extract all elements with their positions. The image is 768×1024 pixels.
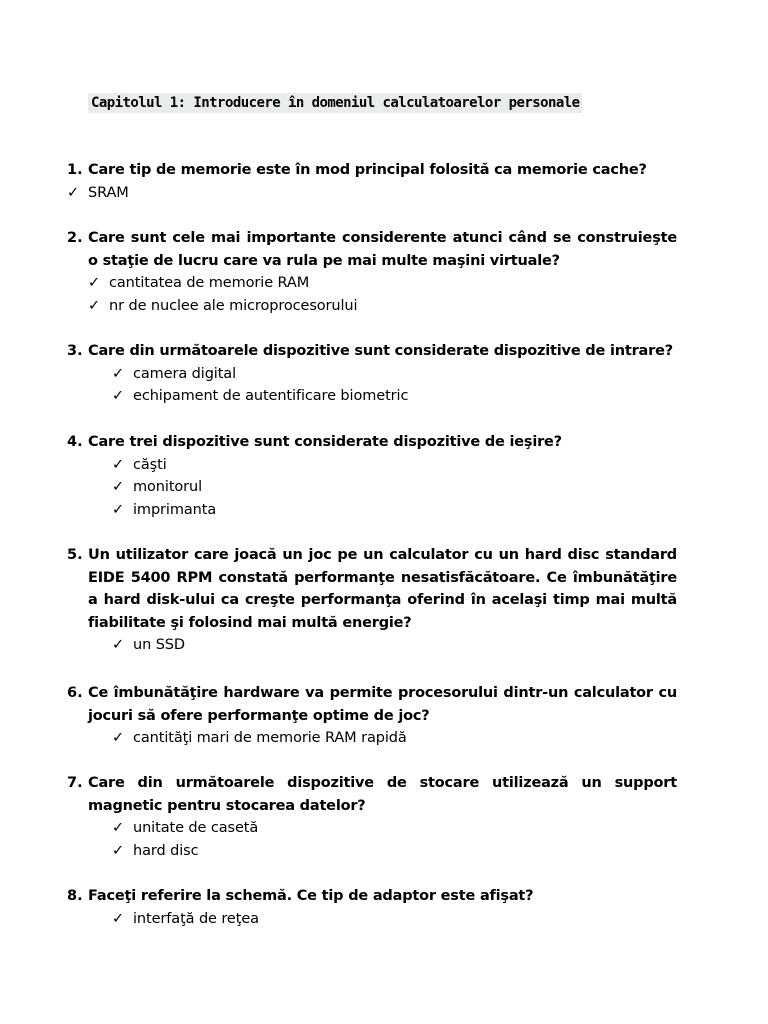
question-number: 6. xyxy=(67,685,83,701)
answer-item xyxy=(112,476,677,499)
answer-text: unitate de casetă xyxy=(133,820,259,836)
answer-item xyxy=(88,272,677,295)
question-text: Care din următoarele dispozitive de stocare utilizează un support magnetic pentru stocarea datelor? xyxy=(88,775,677,814)
answer-item xyxy=(112,499,677,522)
answer-item xyxy=(112,727,677,750)
checkmark-icon: ✓ xyxy=(112,842,125,859)
answer-text: imprimanta xyxy=(133,501,217,518)
question-text: Care sunt cele mai importante considerente atunci când se construieşte o staţie de lucru care va rula pe mai multe maşini virtuale? xyxy=(88,230,677,269)
checkmark-icon: ✓ xyxy=(112,820,125,836)
checkmark-icon: ✓ xyxy=(112,365,125,382)
answer-item xyxy=(112,817,677,840)
checkmark-icon: ✓ xyxy=(112,456,125,473)
answer-item xyxy=(112,363,677,386)
question-text: Care trei dispozitive sunt considerate dispozitive de ieşire? xyxy=(88,434,562,450)
checkmark-icon: ✓ xyxy=(112,501,125,518)
answer-text: SRAM xyxy=(88,184,129,201)
answer-text: interfaţă de reţea xyxy=(133,910,259,927)
question-number: 1. xyxy=(67,162,83,178)
chapter-title: Capitolul 1: Introducere în domeniul calculatoarelor personale xyxy=(88,93,582,113)
question-text: Care tip de memorie este în mod principal folosită ca memorie cache? xyxy=(88,162,647,178)
question-text: Un utilizator care joacă un joc pe un calculator cu un hard disc standard EIDE 5400 RPM constată performanţe nesatisfăcătoare. Ce îmbunătăţire a hard disk-ului ca creşte performanţa oferind în acelaşi timp mai multă fiabilitate şi folosind mai multă energie? xyxy=(88,547,677,631)
question-3 xyxy=(67,340,677,408)
answer-text: nr de nuclee ale microprocesorului xyxy=(109,297,358,314)
question-text: Care din următoarele dispozitive sunt considerate dispozitive de intrare? xyxy=(88,343,673,359)
answer-text: monitorul xyxy=(133,479,203,495)
answer-item xyxy=(112,454,677,477)
answer-item xyxy=(112,385,677,408)
question-number: 7. xyxy=(67,775,83,791)
question-text: Faceţi referire la schemă. Ce tip de adaptor este afişat? xyxy=(88,888,534,904)
answer-text: cantităţi mari de memorie RAM rapidă xyxy=(133,730,407,746)
question-text: Ce îmbunătăţire hardware va permite procesorului dintr-un calculator cu jocuri să ofere performanţe optime de joc? xyxy=(88,685,677,724)
answer-text: un SSD xyxy=(133,637,185,653)
answer-text: echipament de autentificare biometric xyxy=(133,388,409,404)
answer-item xyxy=(112,634,677,657)
checkmark-icon: ✓ xyxy=(112,910,125,927)
answer-text: camera digital xyxy=(133,365,237,382)
question-5 xyxy=(67,544,677,657)
answer-item xyxy=(88,295,677,318)
checkmark-icon: ✓ xyxy=(112,637,125,653)
answer-text: cantitatea de memorie RAM xyxy=(109,275,310,291)
answer-item xyxy=(67,182,677,205)
question-number: 5. xyxy=(67,547,83,563)
question-8 xyxy=(67,885,677,930)
question-number: 4. xyxy=(67,434,83,450)
question-1 xyxy=(67,159,677,204)
question-number: 2. xyxy=(67,230,83,246)
question-2 xyxy=(67,227,677,317)
checkmark-icon: ✓ xyxy=(112,730,125,746)
question-number: 3. xyxy=(67,343,83,359)
checkmark-icon: ✓ xyxy=(88,275,101,291)
question-7 xyxy=(67,772,677,862)
checkmark-icon: ✓ xyxy=(112,388,125,404)
answer-item xyxy=(112,908,677,931)
checkmark-icon: ✓ xyxy=(88,297,101,314)
answer-text: căşti xyxy=(133,456,167,473)
answer-item xyxy=(112,840,677,863)
checkmark-icon: ✓ xyxy=(67,184,80,201)
checkmark-icon: ✓ xyxy=(112,479,125,495)
answer-text: hard disc xyxy=(133,842,199,859)
question-4 xyxy=(67,431,677,521)
question-6 xyxy=(67,682,677,750)
question-number: 8. xyxy=(67,888,83,904)
